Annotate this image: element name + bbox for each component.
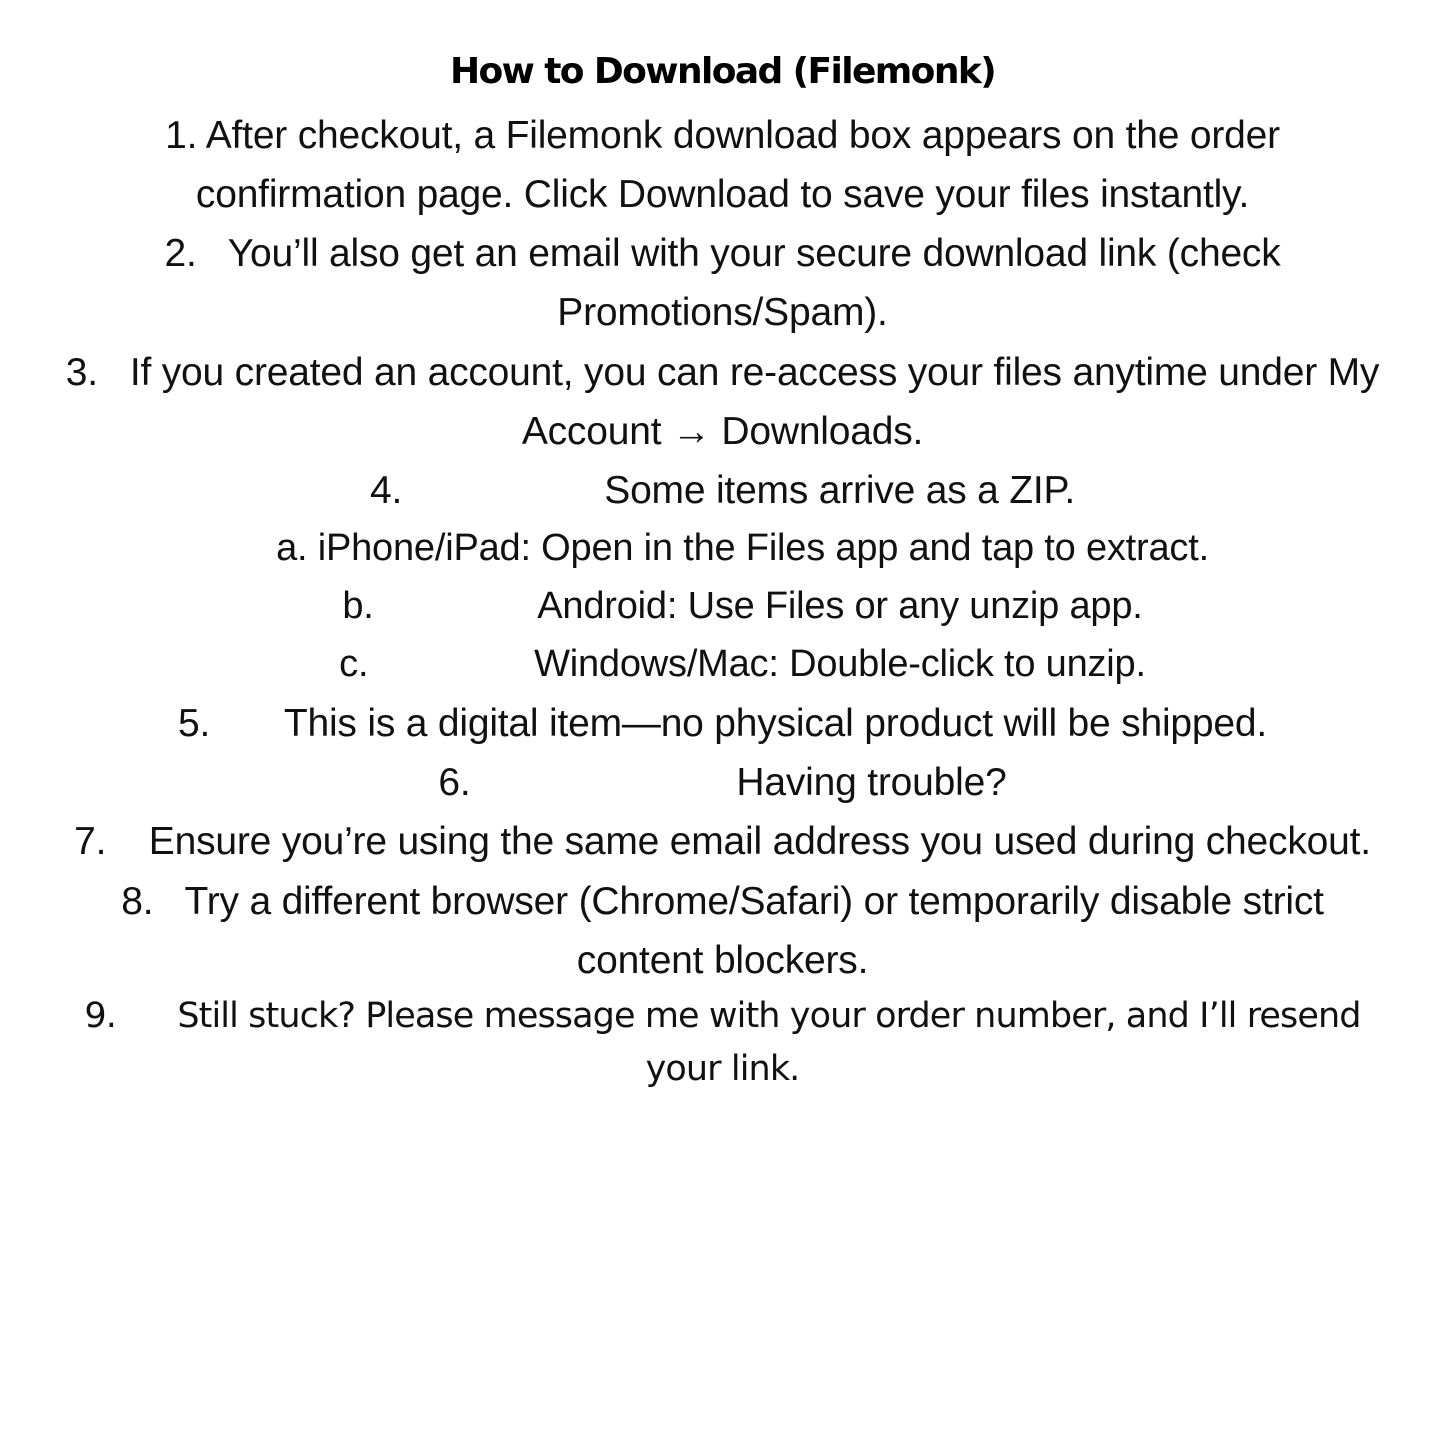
list-item-text bbox=[55, 812, 1390, 871]
list-item-marker: 4. bbox=[370, 469, 403, 513]
page-title: How to Download (Filemonk) bbox=[449, 51, 996, 92]
list-item-marker: 8. bbox=[121, 879, 154, 923]
list-item-body: Android: Use Files or any unzip app. bbox=[537, 585, 1143, 628]
list-item-text bbox=[55, 753, 1390, 812]
list-item-body: This is a digital item—no physical product will be shipped. bbox=[283, 701, 1268, 745]
list-item-text bbox=[55, 343, 1390, 462]
list-item-body: Windows/Mac: Double-click to unzip. bbox=[534, 642, 1146, 685]
list-item-marker: 7. bbox=[74, 820, 107, 864]
list-item bbox=[55, 990, 1390, 1096]
list-item-body: You’ll also get an email with your secure download link (check Promotions/Spam). bbox=[227, 232, 1281, 335]
list-item bbox=[55, 343, 1390, 462]
list-item-body: Some items arrive as a ZIP. bbox=[604, 469, 1075, 513]
list-item bbox=[55, 461, 1390, 520]
list-item bbox=[55, 694, 1390, 753]
list-item-text bbox=[55, 694, 1390, 753]
list-item-marker: 9. bbox=[84, 996, 116, 1037]
list-item bbox=[55, 636, 1390, 694]
list-item-marker: 3. bbox=[65, 350, 98, 394]
list-item-body: Ensure you’re using the same email address you used during checkout. bbox=[148, 820, 1371, 864]
list-item-text bbox=[55, 224, 1390, 343]
list-item bbox=[55, 106, 1390, 225]
list-item-body: Still stuck? Please message me with your order number, and I’ll resend your link. bbox=[177, 996, 1361, 1090]
list-item-text bbox=[55, 461, 1390, 520]
list-item-marker: 6. bbox=[438, 760, 471, 804]
list-item-body: Try a different browser (Chrome/Safari) or temporarily disable strict content blockers. bbox=[184, 879, 1324, 982]
list-item bbox=[55, 224, 1390, 343]
list-item bbox=[55, 812, 1390, 871]
list-item-text bbox=[55, 990, 1390, 1096]
list-item-text bbox=[95, 520, 1390, 578]
list-item-marker: 2. bbox=[164, 232, 197, 276]
list-item-body: Having trouble? bbox=[736, 760, 1007, 804]
list-item bbox=[55, 520, 1390, 578]
list-item bbox=[55, 872, 1390, 991]
list-item-text bbox=[95, 578, 1390, 636]
list-item-text bbox=[55, 106, 1390, 225]
list-item-body: After checkout, a Filemonk download box appears on the order confirmation page. Click Download to save your files instantly. bbox=[195, 113, 1280, 216]
list-item-marker: 1. bbox=[165, 113, 198, 157]
list-item-body: If you created an account, you can re-access your files anytime under My Account → Downloads. bbox=[129, 350, 1380, 453]
list-item-text bbox=[95, 636, 1390, 694]
list-item-marker: c. bbox=[339, 642, 369, 685]
list-item-marker: a. bbox=[276, 527, 308, 570]
list-item bbox=[55, 578, 1390, 636]
list-item-marker: b. bbox=[342, 585, 374, 628]
list-item-text bbox=[55, 872, 1390, 991]
list-item-body: iPhone/iPad: Open in the Files app and tap to extract. bbox=[317, 527, 1209, 570]
list-item bbox=[55, 753, 1390, 812]
list-item-marker: 5. bbox=[177, 701, 211, 745]
